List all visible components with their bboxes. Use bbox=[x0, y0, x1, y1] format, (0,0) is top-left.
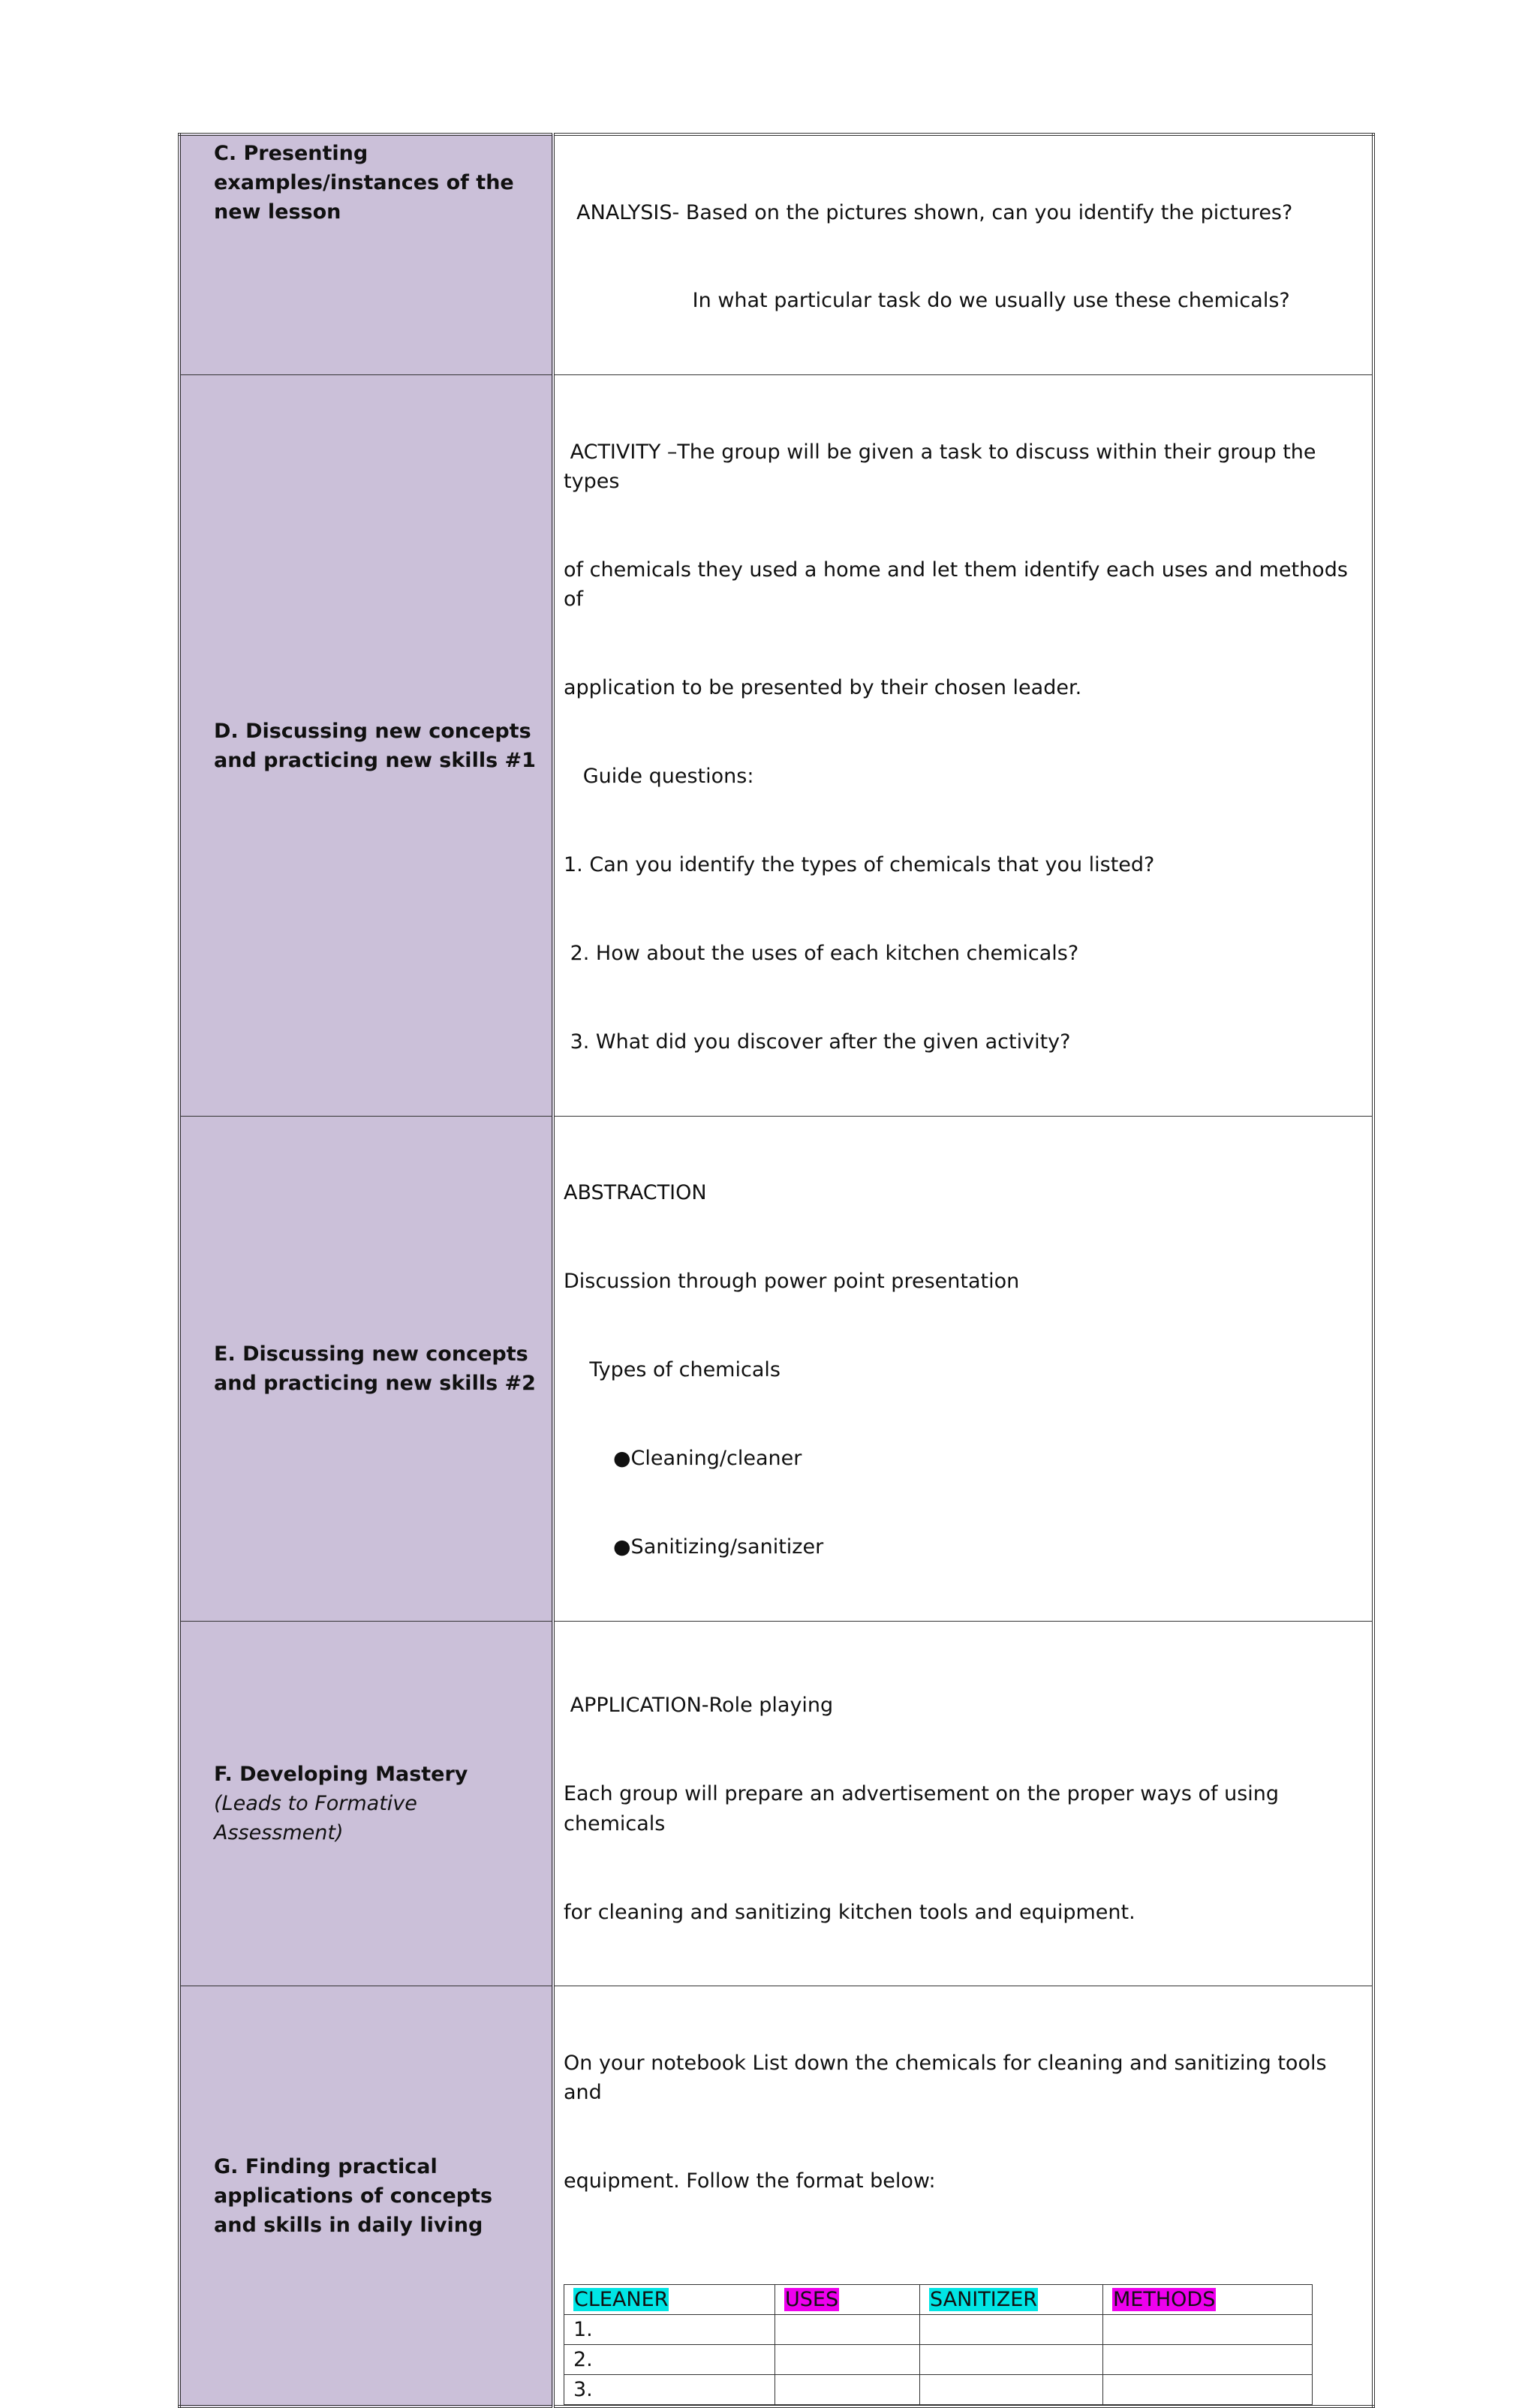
table-row bbox=[564, 2315, 1313, 2345]
row-number-cell: 1. bbox=[564, 2315, 775, 2345]
row-label-d: D. Discussing new concepts and practicing new skills #1 bbox=[214, 719, 536, 772]
content-line: Guide questions: bbox=[564, 765, 754, 789]
content-cell-e bbox=[553, 1116, 1373, 1621]
label-cell-g bbox=[179, 1986, 553, 2406]
content-line: 2. How about the uses of each kitchen chemicals? bbox=[564, 942, 1079, 966]
table-row bbox=[564, 2375, 1313, 2405]
row-presenting-examples bbox=[179, 134, 1373, 375]
row-discussing-2 bbox=[179, 1116, 1373, 1621]
bullet-item: ●Cleaning/cleaner bbox=[613, 1447, 802, 1471]
content-line: On your notebook List down the chemicals for cleaning and sanitizing tools and bbox=[564, 2052, 1334, 2105]
content-line: Types of chemicals bbox=[564, 1358, 781, 1382]
row-label-e: E. Discussing new concepts and practicing new skills #2 bbox=[214, 1342, 536, 1395]
header-methods: METHODS bbox=[1113, 2288, 1216, 2312]
header-cell-methods bbox=[1103, 2285, 1313, 2315]
row-number-cell: 2. bbox=[564, 2345, 775, 2375]
row-label-f: F. Developing Mastery bbox=[214, 1763, 468, 1787]
content-cell-g bbox=[553, 1986, 1373, 2406]
empty-cell bbox=[775, 2375, 920, 2405]
empty-cell bbox=[1103, 2345, 1313, 2375]
empty-cell bbox=[775, 2345, 920, 2375]
spacer bbox=[555, 2255, 1372, 2284]
empty-cell bbox=[1103, 2315, 1313, 2345]
content-line: of chemicals they used a home and let them identify each uses and methods of bbox=[564, 558, 1355, 612]
label-cell-e bbox=[179, 1116, 553, 1621]
label-cell-c bbox=[179, 134, 553, 375]
content-line: Discussion through power point presentation bbox=[564, 1270, 1020, 1294]
content-cell-d bbox=[553, 375, 1373, 1116]
empty-cell bbox=[920, 2315, 1103, 2345]
row-label-c: C. Presenting examples/instances of the new lesson bbox=[214, 142, 514, 224]
bullet-item: ●Sanitizing/sanitizer bbox=[613, 1535, 824, 1559]
empty-cell bbox=[920, 2345, 1103, 2375]
header-cell-uses bbox=[775, 2285, 920, 2315]
label-cell-d bbox=[179, 375, 553, 1116]
content-line: 1. Can you identify the types of chemicals that you listed? bbox=[564, 853, 1155, 877]
empty-cell bbox=[920, 2375, 1103, 2405]
content-cell-c bbox=[553, 134, 1373, 375]
row-number-cell: 3. bbox=[564, 2375, 775, 2405]
content-line: for cleaning and sanitizing kitchen tools and equipment. bbox=[564, 1900, 1135, 1924]
content-line: APPLICATION-Role playing bbox=[564, 1694, 834, 1718]
content-line: Each group will prepare an advertisement on the proper ways of using chemicals bbox=[564, 1782, 1286, 1835]
lesson-plan-table bbox=[178, 133, 1375, 2408]
row-developing-mastery bbox=[179, 1621, 1373, 1986]
empty-cell bbox=[775, 2315, 920, 2345]
content-line: equipment. Follow the format below: bbox=[564, 2169, 936, 2193]
header-cell-sanitizer bbox=[920, 2285, 1103, 2315]
content-line: application to be presented by their chosen leader. bbox=[564, 676, 1082, 700]
row-discussing-1 bbox=[179, 375, 1373, 1116]
format-table bbox=[564, 2284, 1313, 2405]
content-line: ANALYSIS- Based on the pictures shown, can you identify the pictures? bbox=[564, 200, 1293, 224]
header-cell-cleaner bbox=[564, 2285, 775, 2315]
header-uses: USES bbox=[785, 2288, 839, 2312]
content-line: In what particular task do we usually use these chemicals? bbox=[564, 289, 1290, 313]
content-line: 3. What did you discover after the given activity? bbox=[564, 1030, 1071, 1054]
empty-cell bbox=[1103, 2375, 1313, 2405]
format-table-header bbox=[564, 2285, 1313, 2315]
content-line: ACTIVITY –The group will be given a task to discuss within their group the types bbox=[564, 440, 1323, 494]
row-label-g: G. Finding practical applications of concepts and skills in daily living bbox=[214, 2154, 493, 2237]
label-cell-f bbox=[179, 1621, 553, 1986]
row-practical-applications bbox=[179, 1986, 1373, 2406]
content-line: ABSTRACTION bbox=[564, 1181, 707, 1205]
row-sublabel-f: (Leads to Formative Assessment) bbox=[214, 1792, 417, 1845]
header-cleaner: CLEANER bbox=[574, 2288, 669, 2312]
table-row bbox=[564, 2345, 1313, 2375]
content-cell-f bbox=[553, 1621, 1373, 1986]
header-sanitizer: SANITIZER bbox=[930, 2288, 1038, 2312]
